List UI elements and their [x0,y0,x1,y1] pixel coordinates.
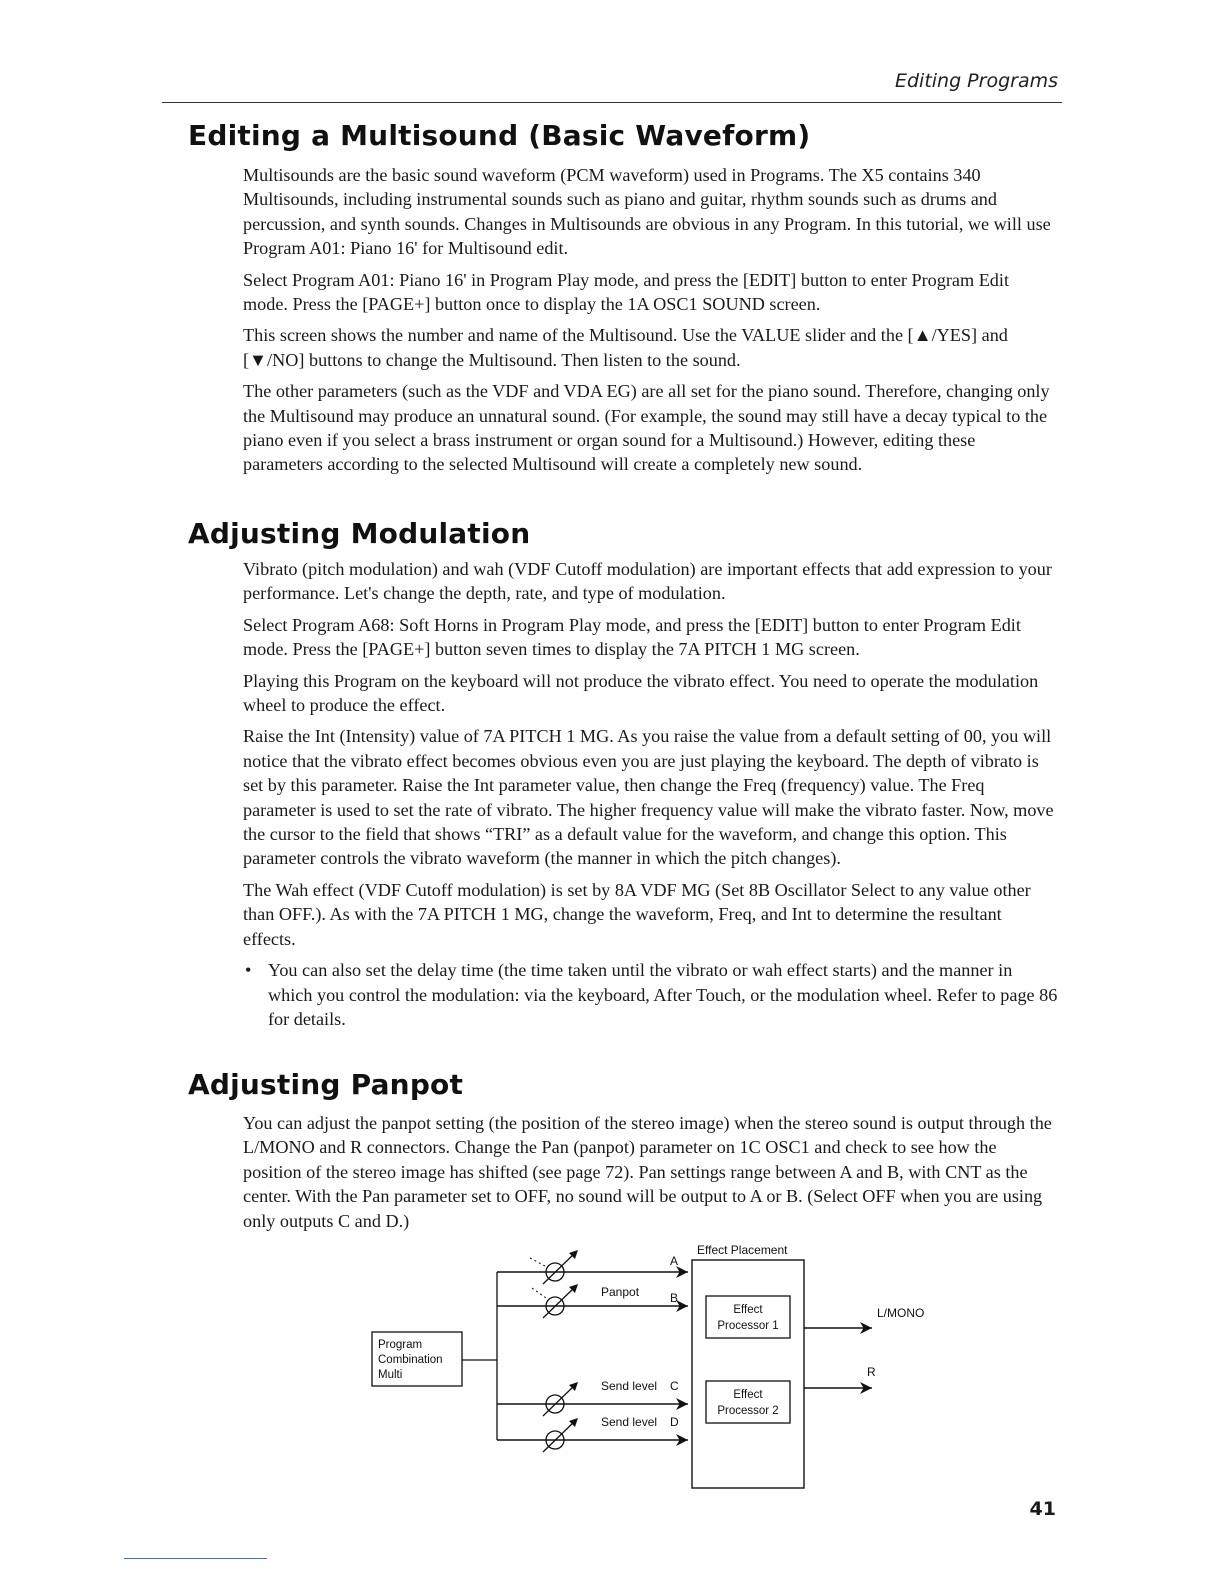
output-lmono-label: L/MONO [877,1306,925,1320]
heading-adjusting-panpot: Adjusting Panpot [188,1068,464,1101]
knob-b-icon [543,1284,578,1318]
section-adjusting-panpot [243,1111,1058,1240]
channel-c-label: C [670,1379,679,1393]
effect-processor-2-line1: Effect [733,1389,763,1401]
pan-gang-mark [532,1288,546,1298]
knob-d-icon [543,1418,578,1452]
send-level-c-label: Send level [601,1379,658,1393]
source-label-program: Program [378,1339,423,1351]
footer-rule [124,1558,267,1559]
running-header-title: Editing Programs [894,70,1058,92]
paragraph: Select Program A01: Piano 16' in Program Play mode, and press the [EDIT] button to enter Program Edit mode. Press the [PAGE+] button once to display the 1A OSC1 SOUND screen. [243,269,1010,315]
heading-editing-multisound: Editing a Multisound (Basic Waveform) [188,119,811,152]
bullet-text: You can also set the delay time (the time taken until the vibrato or wah effect starts) and the manner in which you control the modulation: via the keyboard, After Touch, or the modulation wheel. Refer to page 86 for details. [268,960,1058,1029]
send-level-d-label: Send level [601,1415,658,1429]
output-r-label: R [867,1365,876,1379]
effect-processor-1-line1: Effect [733,1304,763,1316]
knob-a-icon [543,1250,578,1284]
bullet-dot: • [245,960,252,981]
source-label-multi: Multi [378,1369,403,1381]
channel-a-label: A [670,1254,679,1268]
bullet-item [243,958,1058,1031]
effect-processor-2-line2: Processor 2 [717,1405,779,1417]
page-number: 41 [1029,1498,1056,1520]
paragraph: Vibrato (pitch modulation) and wah (VDF Cutoff modulation) are important effects that add expression to your performance. Let's change the depth, rate, and type of modulation. [243,559,1052,604]
effect-placement-label: Effect Placement [697,1243,788,1257]
header-rule [162,102,1062,103]
paragraph: This screen shows the number and name of the Multisound. Use the VALUE slider and the [▲/YES] and [▼/NO] buttons to change the Multisound. Then listen to the sound. [243,325,1008,370]
knob-c-icon [543,1382,578,1416]
paragraph: Raise the Int (Intensity) value of 7A PITCH 1 MG. As you raise the value from a default setting of 00, you will notice that the vibrato effect becomes obvious even you are just playing the keyboard. The depth of vibrato is set by this parameter. Raise the Int parameter value, then change the Freq (frequency) value. The Freq parameter is used to set the rate of vibrato. The higher frequency value will make the vibrato faster. Now, move the cursor to the field that shows “TRI” as a default value for the waveform, and change this option. This parameter controls the vibrato waveform (the manner in which the pitch changes). [243,726,1054,869]
paragraph: The other parameters (such as the VDF and VDA EG) are all set for the piano sound. Therefore, changing only the Multisound may produce an unnatural sound. (For example, the sound may still have a decay typical to the piano even if you select a brass instrument or organ sound for a Multisound.) However, editing these parameters according to the selected Multisound will create a completely new sound. [243,381,1050,475]
effect-placement-box [692,1260,804,1488]
paragraph: You can adjust the panpot setting (the position of the stereo image) when the stereo sound is output through the L/MONO and R connectors. Change the Pan (panpot) parameter on 1C OSC1 and check to see how the position of the stereo image has shifted (see page 72). Pan settings range between A and B, with CNT as the center. With the Pan parameter set to OFF, no sound will be output to A or B. (Select OFF when you are using only outputs C and D.) [243,1113,1052,1231]
paragraph: Playing this Program on the keyboard will not produce the vibrato effect. You need to operate the modulation wheel to produce the effect. [243,670,1039,716]
panpot-signal-diagram [350,1238,970,1493]
heading-adjusting-modulation: Adjusting Modulation [188,517,531,550]
source-label-combination: Combination [378,1354,443,1366]
paragraph: Select Program A68: Soft Horns in Program Play mode, and press the [EDIT] button to enter Program Edit mode. Press the [PAGE+] button seven times to display the 7A PITCH 1 MG screen. [243,614,1021,660]
channel-d-label: D [670,1415,679,1429]
panpot-label: Panpot [601,1285,640,1299]
section-editing-multisound [243,163,1058,484]
channel-b-label: B [670,1291,679,1305]
paragraph: Multisounds are the basic sound waveform (PCM waveform) used in Programs. The X5 contains 340 Multisounds, including instrumental sounds such as piano and guitar, rhythm sounds such as drums and percussion, and synth sounds. Changes in Multisounds are obvious in any Program. In this tutorial, we will use Program A01: Piano 16' for Multisound edit. [243,165,1051,259]
pan-gang-mark [530,1258,545,1266]
section-adjusting-modulation [243,557,1058,1038]
effect-processor-1-line2: Processor 1 [717,1320,779,1332]
paragraph: The Wah effect (VDF Cutoff modulation) is set by 8A VDF MG (Set 8B Oscillator Select to any value other than OFF.). As with the 7A PITCH 1 MG, change the waveform, Freq, and Int to determine the resultant effects. [243,879,1031,949]
